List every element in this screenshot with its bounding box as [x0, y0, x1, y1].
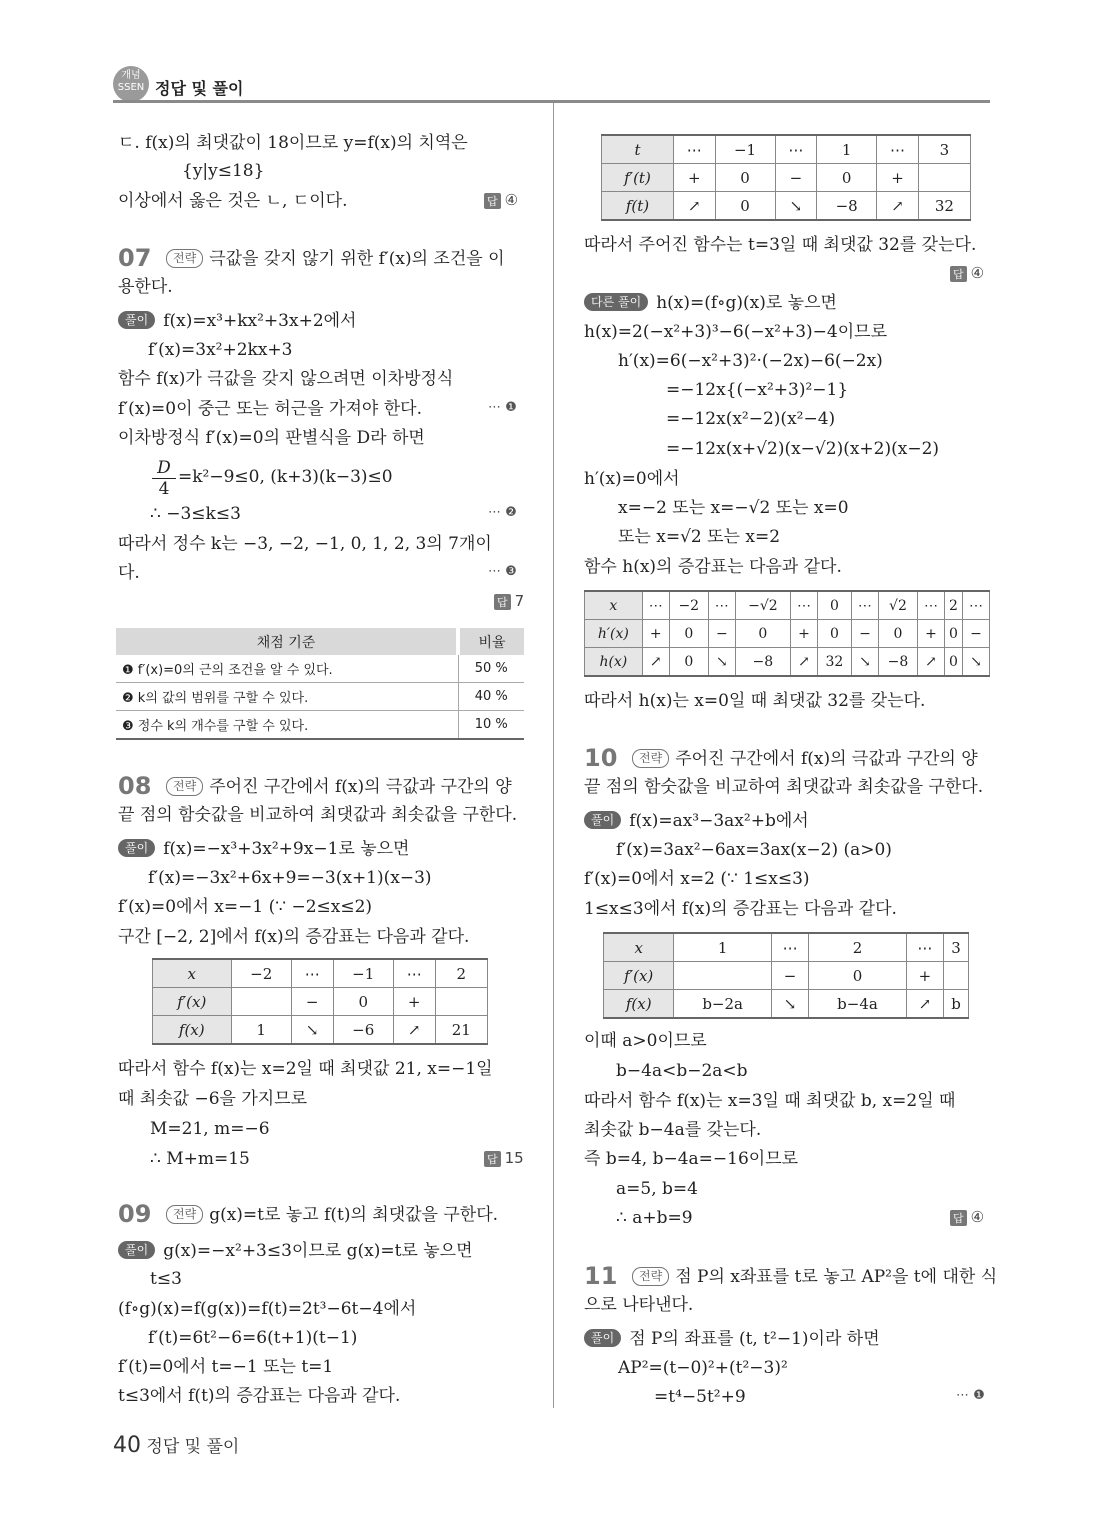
table-cell: ⋯	[708, 591, 735, 620]
table-cell	[944, 962, 969, 990]
strategy-line: 전략 g(x)=t로 놓고 f(t)의 최댓값을 구한다.	[166, 1204, 498, 1226]
footer	[113, 1432, 239, 1458]
ratio-cell: 10 %	[458, 711, 524, 740]
text-line: 구간 [−2, 2]에서 f(x)의 증감표는 다음과 같다.	[118, 927, 470, 947]
table-cell: f′(x)	[604, 962, 674, 990]
table-cell: 3	[944, 933, 969, 962]
table-cell: −	[962, 620, 989, 648]
variation-table	[152, 958, 488, 1045]
table-cell: ⋯	[962, 591, 989, 620]
table-cell	[674, 962, 771, 990]
header-rule	[113, 100, 990, 103]
text-line: h′(x)=0에서	[584, 469, 680, 489]
table-cell: 2	[809, 933, 906, 962]
strategy-line: 으로 나타낸다.	[584, 1295, 694, 1315]
strategy-line: 전략 주어진 구간에서 f(x)의 극값과 구간의 양	[632, 748, 978, 770]
alt-solution-line: 다른 풀이 h(x)=(f∘g)(x)로 놓으면	[584, 292, 837, 314]
math-line: (f∘g)(x)=f(g(x))=f(t)=2t³−6t−4에서	[118, 1299, 417, 1319]
table-cell: +	[642, 620, 669, 648]
table-cell: 0	[669, 648, 708, 677]
strategy-tag: 전략	[166, 777, 203, 796]
variation-table	[584, 590, 990, 677]
text-line: 1≤x≤3에서 f(x)의 증감표는 다음과 같다.	[584, 899, 897, 919]
table-cell: −8	[817, 192, 877, 221]
text-line: f′(x)=0에서 x=−1 (∵ −2≤x≤2)	[118, 897, 373, 917]
math-line: f′(x)=3ax²−6ax=3ax(x−2) (a>0)	[616, 840, 892, 860]
table-cell: x	[604, 933, 674, 962]
table-cell: −	[851, 620, 878, 648]
table-cell: 0	[715, 164, 775, 192]
table-cell: h(x)	[585, 648, 643, 677]
text-line: 함수 h(x)의 증감표는 다음과 같다.	[584, 557, 842, 577]
text-line: 다.	[118, 563, 140, 583]
strategy-line: 전략 극값을 갖지 않기 위한 f′(x)의 조건을 이	[166, 248, 505, 270]
table-cell: t	[602, 135, 674, 164]
answer-08: 답 15	[484, 1149, 524, 1167]
table-cell: 0	[817, 591, 851, 620]
solution-tag: 풀이	[118, 1241, 155, 1259]
table-cell: −√2	[735, 591, 790, 620]
text-line: 따라서 주어진 함수는 t=3일 때 최댓값 32를 갖는다.	[584, 235, 977, 255]
table-cell: b−2a	[674, 990, 771, 1019]
table-cell: 21	[435, 1016, 487, 1045]
table-cell: 0	[878, 620, 917, 648]
alt-solution-tag: 다른 풀이	[584, 293, 648, 311]
math-line: 또는 x=√2 또는 x=2	[618, 527, 781, 547]
strategy-line: 전략 주어진 구간에서 f(x)의 극값과 구간의 양	[166, 776, 512, 798]
table-cell: f′(t)	[602, 164, 674, 192]
text-line: 따라서 h(x)는 x=0일 때 최댓값 32를 갖는다.	[584, 691, 926, 711]
step-marker: ⋯ ❷	[488, 505, 517, 520]
table-cell: ↘	[708, 648, 735, 677]
table-cell: −	[708, 620, 735, 648]
math-line: ∴ M+m=15	[150, 1149, 250, 1169]
table-cell: ⋯	[291, 959, 333, 988]
table-cell: 0	[945, 648, 963, 677]
math-line: ∴ a+b=9	[616, 1208, 693, 1228]
table-cell: 0	[735, 620, 790, 648]
question-number: 09	[118, 1200, 152, 1228]
math-line: a=5, b=4	[616, 1179, 698, 1199]
table-cell: ⋯	[393, 959, 435, 988]
table-cell	[231, 988, 291, 1016]
math-line: =t⁴−5t²+9	[654, 1387, 746, 1407]
table-cell: f(x)	[604, 990, 674, 1019]
table-cell: ↗	[393, 1016, 435, 1045]
table-cell: ↗	[673, 192, 715, 221]
table-cell: 2	[435, 959, 487, 988]
ratio-cell: 50 %	[458, 655, 524, 683]
text-line: ㄷ. f(x)의 최댓값이 18이므로 y=f(x)의 치역은	[118, 133, 468, 153]
text-line: 때 최솟값 −6을 가지므로	[118, 1089, 308, 1109]
table-cell: 1	[231, 1016, 291, 1045]
table-cell: 1	[817, 135, 877, 164]
table-cell: 0	[817, 620, 851, 648]
text-line: 즉 b=4, b−4a=−16이므로	[584, 1149, 799, 1169]
math-line: AP²=(t−0)²+(t²−3)²	[618, 1358, 788, 1378]
solution-line: 풀이 f(x)=ax³−3ax²+b에서	[584, 810, 809, 832]
table-cell: +	[917, 620, 944, 648]
table-cell	[918, 164, 970, 192]
variation-table	[603, 932, 969, 1019]
question-number: 08	[118, 772, 152, 800]
text-line: 따라서 정수 k는 −3, −2, −1, 0, 1, 2, 3의 7개이	[118, 534, 492, 554]
text-line: f′(x)=0이 중근 또는 허근을 가져야 한다.	[118, 399, 422, 419]
table-cell: ⋯	[673, 135, 715, 164]
table-cell: ⋯	[790, 591, 817, 620]
table-cell: ⋯	[877, 135, 919, 164]
table-cell: h′(x)	[585, 620, 643, 648]
table-cell: ⋯	[642, 591, 669, 620]
strategy-line: 끝 점의 함숫값을 비교하여 최댓값과 최솟값을 구한다.	[118, 805, 518, 825]
math-line: =−12x(x²−2)(x²−4)	[666, 409, 836, 429]
text-line: 따라서 함수 f(x)는 x=3일 때 최댓값 b, x=2일 때	[584, 1091, 956, 1111]
table-cell: ⋯	[775, 135, 817, 164]
table-cell: ↘	[291, 1016, 333, 1045]
table-cell: ↗	[642, 648, 669, 677]
question-number: 10	[584, 744, 618, 772]
table-cell: −2	[231, 959, 291, 988]
table-cell: 0	[715, 192, 775, 221]
text-line: 이상에서 옳은 것은 ㄴ, ㄷ이다.	[118, 191, 348, 211]
table-cell	[435, 988, 487, 1016]
table-cell: −1	[333, 959, 393, 988]
step-marker: ⋯ ❶	[488, 400, 517, 415]
math-line: f′(x)=3x²+2kx+3	[148, 340, 293, 360]
table-cell: b	[944, 990, 969, 1019]
table-cell: 1	[674, 933, 771, 962]
table-cell: ↗	[877, 192, 919, 221]
text-line: {y|y≤18}	[182, 161, 265, 181]
solution-tag: 풀이	[584, 1329, 621, 1347]
footer-title: 정답 및 풀이	[146, 1437, 240, 1457]
text-line: 최솟값 b−4a를 갖는다.	[584, 1120, 762, 1140]
table-cell: f(x)	[153, 1016, 232, 1045]
table-cell: ↗	[906, 990, 943, 1019]
column-divider	[553, 103, 554, 1408]
step-marker: ⋯ ❸	[488, 564, 517, 579]
table-cell: ↘	[771, 990, 808, 1019]
strategy-tag: 전략	[166, 1205, 203, 1224]
table-cell: 0	[669, 620, 708, 648]
text-line: t≤3에서 f(t)의 증감표는 다음과 같다.	[118, 1386, 401, 1406]
table-cell: ⋯	[917, 591, 944, 620]
strategy-tag: 전략	[166, 249, 203, 268]
strategy-line: 끝 점의 함숫값을 비교하여 최댓값과 최솟값을 구한다.	[584, 777, 984, 797]
grading-criteria-table	[116, 628, 524, 740]
table-cell: f′(x)	[153, 988, 232, 1016]
table-cell: −1	[715, 135, 775, 164]
table-cell: −	[771, 962, 808, 990]
table-cell: x	[153, 959, 232, 988]
table-cell: 32	[817, 648, 851, 677]
step-marker: ⋯ ❶	[956, 1388, 985, 1403]
question-number: 07	[118, 244, 152, 272]
text-line: 이때 a>0이므로	[584, 1031, 707, 1051]
text-line: f′(x)=0에서 x=2 (∵ 1≤x≤3)	[584, 869, 810, 889]
table-cell: 0	[333, 988, 393, 1016]
ratio-header: 비율	[458, 628, 524, 655]
criteria-cell: ❸ 정수 k의 개수를 구할 수 있다.	[116, 711, 458, 740]
criteria-cell: ❶ f′(x)=0의 근의 조건을 알 수 있다.	[116, 655, 458, 683]
table-cell: −	[775, 164, 817, 192]
text-line: 함수 f(x)가 극값을 갖지 않으려면 이차방정식	[118, 369, 454, 389]
math-line: h(x)=2(−x²+3)³−6(−x²+3)−4이므로	[584, 322, 888, 342]
table-cell: b−4a	[809, 990, 906, 1019]
table-cell: ⋯	[906, 933, 943, 962]
text-line: 따라서 함수 f(x)는 x=2일 때 최댓값 21, x=−1일	[118, 1059, 493, 1079]
brand-logo: 개념 SSEN	[113, 66, 149, 102]
ratio-cell: 40 %	[458, 683, 524, 711]
answer-06: 답 ④	[484, 191, 518, 209]
table-cell: −8	[878, 648, 917, 677]
text-line: 이차방정식 f′(x)=0의 판별식을 D라 하면	[118, 428, 425, 448]
math-line: M=21, m=−6	[150, 1119, 270, 1139]
table-cell: ↗	[790, 648, 817, 677]
table-cell: ⋯	[851, 591, 878, 620]
table-cell: +	[906, 962, 943, 990]
table-cell: √2	[878, 591, 917, 620]
table-cell: +	[877, 164, 919, 192]
solution-line: 풀이 g(x)=−x²+3≤3이므로 g(x)=t로 놓으면	[118, 1240, 473, 1262]
solution-line: 풀이 점 P의 좌표를 (t, t²−1)이라 하면	[584, 1328, 880, 1350]
table-cell: 0	[945, 620, 963, 648]
table-cell: −8	[735, 648, 790, 677]
table-cell: x	[585, 591, 643, 620]
solution-tag: 풀이	[118, 839, 155, 857]
strategy-tag: 전략	[632, 1267, 669, 1286]
math-line: =−12x(x+√2)(x−√2)(x+2)(x−2)	[666, 439, 940, 459]
solution-line: 풀이 f(x)=x³+kx²+3x+2에서	[118, 310, 356, 332]
solution-tag: 풀이	[118, 311, 155, 329]
table-cell: −6	[333, 1016, 393, 1045]
table-cell: ↘	[962, 648, 989, 677]
table-cell: +	[393, 988, 435, 1016]
criteria-cell: ❷ k의 값의 범위를 구할 수 있다.	[116, 683, 458, 711]
table-cell: f(t)	[602, 192, 674, 221]
math-line: f′(x)=−3x²+6x+9=−3(x+1)(x−3)	[148, 868, 432, 888]
strategy-line: 전략 점 P의 x좌표를 t로 놓고 AP²을 t에 대한 식	[632, 1266, 997, 1288]
answer-07: 답 7	[494, 592, 524, 610]
header-title: 정답 및 풀이	[155, 79, 244, 98]
math-line: h′(x)=6(−x²+3)²·(−2x)−6(−2x)	[618, 351, 883, 371]
math-line: f′(t)=6t²−6=6(t+1)(t−1)	[148, 1328, 358, 1348]
text-line: f′(t)=0에서 t=−1 또는 t=1	[118, 1357, 334, 1377]
answer-10: 답 ④	[950, 1208, 984, 1226]
math-line: x=−2 또는 x=−√2 또는 x=0	[618, 498, 849, 518]
table-cell: 0	[809, 962, 906, 990]
fraction: D 4	[152, 458, 176, 499]
math-line: =k²−9≤0, (k+3)(k−3)≤0	[178, 467, 393, 487]
math-line: b−4a<b−2a<b	[616, 1061, 748, 1081]
solution-tag: 풀이	[584, 811, 621, 829]
table-cell: ↘	[775, 192, 817, 221]
table-cell: ↘	[851, 648, 878, 677]
answer-09: 답 ④	[950, 264, 984, 282]
math-line: ∴ −3≤k≤3	[150, 504, 241, 524]
question-number: 11	[584, 1262, 618, 1290]
table-cell: ⋯	[771, 933, 808, 962]
table-cell: 2	[945, 591, 963, 620]
table-cell: 32	[918, 192, 970, 221]
page-number: 40	[113, 1433, 141, 1458]
strategy-line: 용한다.	[118, 277, 173, 297]
variation-table	[601, 134, 971, 221]
math-line: t≤3	[150, 1269, 182, 1289]
table-cell: −2	[669, 591, 708, 620]
table-cell: −	[291, 988, 333, 1016]
criteria-header: 채점 기준	[116, 628, 458, 655]
table-cell: +	[790, 620, 817, 648]
table-cell: 3	[918, 135, 970, 164]
table-cell: 0	[817, 164, 877, 192]
solution-line: 풀이 f(x)=−x³+3x²+9x−1로 놓으면	[118, 838, 409, 860]
math-line: =−12x{(−x²+3)²−1}	[666, 380, 849, 400]
table-cell: +	[673, 164, 715, 192]
table-cell: ↗	[917, 648, 944, 677]
strategy-tag: 전략	[632, 749, 669, 768]
